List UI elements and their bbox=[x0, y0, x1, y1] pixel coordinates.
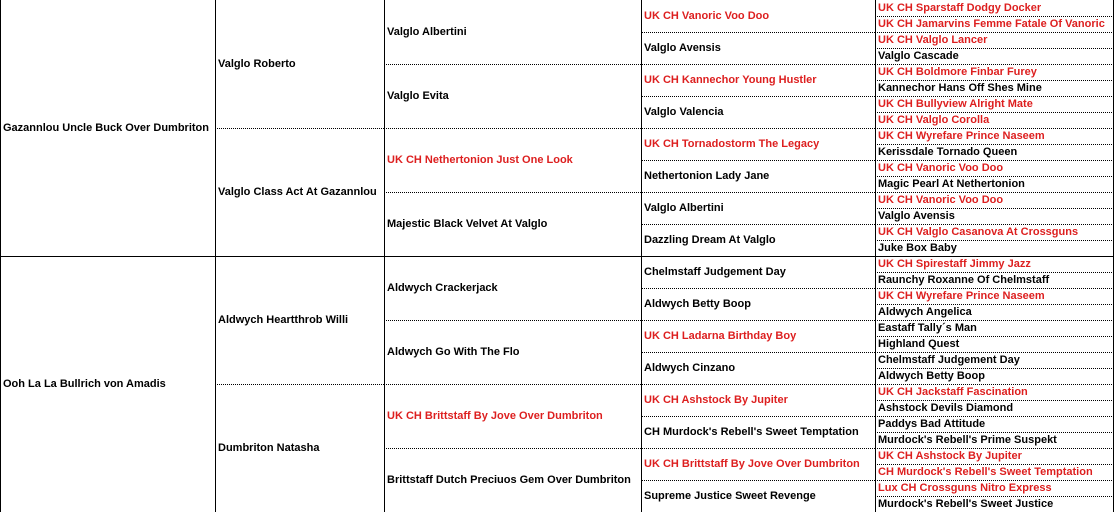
gg-grandparent-name: Ashstock Devils Diamond bbox=[878, 402, 1014, 414]
dog-name: Gazannlou Uncle Buck Over Dumbriton bbox=[3, 122, 209, 134]
parent-name: Valglo Class Act At Gazannlou bbox=[218, 186, 377, 198]
dog-divider bbox=[0, 256, 1114, 257]
gg-grandparent-name: UK CH Spirestaff Jimmy Jazz bbox=[878, 258, 1031, 270]
grandparent-name: UK CH Nethertonion Just One Look bbox=[387, 154, 573, 166]
gg-grandparent-name: UK CH Wyrefare Prince Naseem bbox=[878, 130, 1045, 142]
gg-grandparent-name: UK CH Bullyview Alright Mate bbox=[878, 98, 1033, 110]
great-grandparent-name: Valglo Avensis bbox=[644, 42, 721, 54]
great-grandparent-name: UK CH Vanoric Voo Doo bbox=[644, 10, 770, 22]
gg-grandparent-name: Magic Pearl At Nethertonion bbox=[878, 178, 1025, 190]
parent-name: Aldwych Heartthrob Willi bbox=[218, 314, 349, 326]
great-grandparent-name: UK CH Kannechor Young Hustler bbox=[644, 74, 817, 86]
column-divider bbox=[641, 0, 642, 512]
great-grandparent-name: Chelmstaff Judgement Day bbox=[644, 266, 786, 278]
grandparent-name: Valglo Albertini bbox=[387, 26, 467, 38]
great-grandparent-name: Nethertonion Lady Jane bbox=[644, 170, 770, 182]
gg-grandparent-name: Lux CH Crossguns Nitro Express bbox=[878, 482, 1052, 494]
great-grandparent-name: Aldwych Betty Boop bbox=[644, 298, 751, 310]
gg-grandparent-name: UK CH Valglo Casanova At Crossguns bbox=[878, 226, 1079, 238]
grandparent-name: Aldwych Crackerjack bbox=[387, 282, 498, 294]
parent-name: Valglo Roberto bbox=[218, 58, 296, 70]
great-grandparent-name: Dazzling Dream At Valglo bbox=[644, 234, 776, 246]
gg-grandparent-name: Valglo Cascade bbox=[878, 50, 959, 62]
column-divider bbox=[0, 0, 1, 512]
gg-grandparent-name: Juke Box Baby bbox=[878, 242, 957, 254]
dog-name: Ooh La La Bullrich von Amadis bbox=[3, 378, 166, 390]
grandparent-name: Aldwych Go With The Flo bbox=[387, 346, 520, 358]
gg-grandparent-name: Chelmstaff Judgement Day bbox=[878, 354, 1020, 366]
gg-grandparent-name: Murdock's Rebell's Sweet Justice bbox=[878, 498, 1054, 510]
great-grandparent-name: Aldwych Cinzano bbox=[644, 362, 736, 374]
great-grandparent-name: UK CH Ashstock By Jupiter bbox=[644, 394, 788, 406]
gg-grandparent-name: UK CH Valglo Lancer bbox=[878, 34, 988, 46]
grandparent-name: UK CH Brittstaff By Jove Over Dumbriton bbox=[387, 410, 603, 422]
parent-name: Dumbriton Natasha bbox=[218, 442, 320, 454]
gg-grandparent-name: UK CH Vanoric Voo Doo bbox=[878, 194, 1004, 206]
gg-grandparent-name: Raunchy Roxanne Of Chelmstaff bbox=[878, 274, 1050, 286]
gg-grandparent-name: UK CH Boldmore Finbar Furey bbox=[878, 66, 1037, 78]
gg-grandparent-name: Murdock's Rebell's Prime Suspekt bbox=[878, 434, 1057, 446]
gg-grandparent-name: UK CH Sparstaff Dodgy Docker bbox=[878, 2, 1042, 14]
gg-grandparent-name: CH Murdock's Rebell's Sweet Temptation bbox=[878, 466, 1093, 478]
great-grandparent-name: CH Murdock's Rebell's Sweet Temptation bbox=[644, 426, 859, 438]
gg-grandparent-name: Aldwych Betty Boop bbox=[878, 370, 985, 382]
gg-grandparent-name: Highland Quest bbox=[878, 338, 960, 350]
gg-grandparent-name: UK CH Ashstock By Jupiter bbox=[878, 450, 1022, 462]
gg-grandparent-name: UK CH Valglo Corolla bbox=[878, 114, 990, 126]
gg-grandparent-name: UK CH Vanoric Voo Doo bbox=[878, 162, 1004, 174]
grandparent-name: Majestic Black Velvet At Valglo bbox=[387, 218, 548, 230]
great-grandparent-name: Valglo Valencia bbox=[644, 106, 724, 118]
great-grandparent-name: UK CH Tornadostorm The Legacy bbox=[644, 138, 820, 150]
column-divider bbox=[384, 0, 385, 512]
great-grandparent-name: UK CH Ladarna Birthday Boy bbox=[644, 330, 797, 342]
gg-grandparent-name: Valglo Avensis bbox=[878, 210, 955, 222]
gg-grandparent-name: Paddys Bad Attitude bbox=[878, 418, 986, 430]
great-grandparent-name: Valglo Albertini bbox=[644, 202, 724, 214]
gg-grandparent-name: Aldwych Angelica bbox=[878, 306, 972, 318]
column-divider bbox=[875, 0, 876, 512]
gg-grandparent-name: UK CH Jamarvins Femme Fatale Of Vanoric bbox=[878, 18, 1105, 30]
gg-grandparent-name: Kannechor Hans Off Shes Mine bbox=[878, 82, 1042, 94]
gg-grandparent-name: Kerissdale Tornado Queen bbox=[878, 146, 1018, 158]
gg-grandparent-name: UK CH Jackstaff Fascination bbox=[878, 386, 1028, 398]
great-grandparent-name: Supreme Justice Sweet Revenge bbox=[644, 490, 816, 502]
gg-grandparent-name: UK CH Wyrefare Prince Naseem bbox=[878, 290, 1045, 302]
grandparent-name: Valglo Evita bbox=[387, 90, 449, 102]
great-grandparent-name: UK CH Brittstaff By Jove Over Dumbriton bbox=[644, 458, 860, 470]
gg-grandparent-name: Eastaff Tally´s Man bbox=[878, 322, 977, 334]
column-divider bbox=[215, 0, 216, 512]
grandparent-name: Brittstaff Dutch Preciuos Gem Over Dumbriton bbox=[387, 474, 631, 486]
